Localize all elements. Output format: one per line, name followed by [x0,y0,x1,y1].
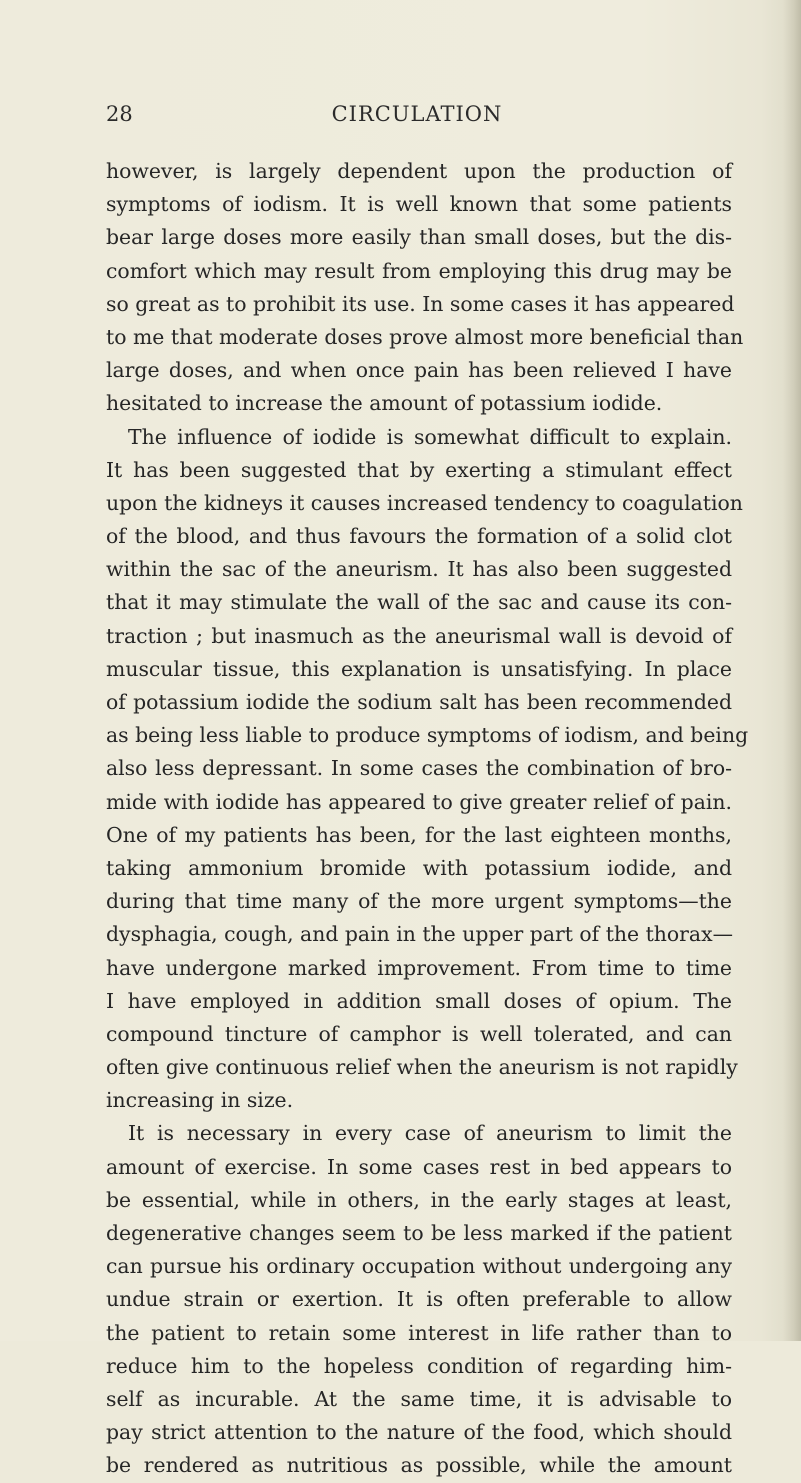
page-number: 28 [106,102,133,126]
page-edge-shadow [783,0,801,1341]
text-line: taking ammonium bromide with potassium iodide, and [106,855,732,880]
text-line: the patient to retain some interest in life rather than to [106,1320,732,1345]
text-line: however, is largely dependent upon the production of [106,159,732,183]
text-line: as being less liable to produce symptoms of iodism, and being [106,723,749,748]
text-line: hesitated to increase the amount of potassium iodide. [106,391,663,416]
text-line: during that time many of the more urgent symptoms—the [106,889,732,914]
text-line: degenerative changes seem to be less marked if the patient [106,1221,732,1245]
text-line: increasing in size. [106,1088,294,1113]
text-line: symptoms of iodism. It is well known that some patients [106,192,732,217]
text-line: of the blood, and thus favours the formation of a solid clot [106,524,732,549]
text-line: One of my patients has been, for the last eighteen months, [106,822,732,847]
text-line: bear large doses more easily than small doses, but the dis- [106,225,732,250]
text-line: reduce him to the hopeless condition of regarding him- [106,1353,732,1378]
text-line: muscular tissue, this explanation is unsatisfying. In place [106,656,732,681]
text-line: comfort which may result from employing this drug may be [106,258,732,283]
text-line: undue strain or exertion. It is often preferable to allow [106,1287,732,1312]
text-line: be rendered as nutritious as possible, while the amount [106,1453,732,1478]
text-line: often give continuous relief when the aneurism is not rapidly [106,1055,738,1080]
text-line: have undergone marked improvement. From time to time [106,955,732,980]
text-line: be essential, while in others, in the early stages at least, [106,1187,732,1212]
text-line: of potassium iodide the sodium salt has been recommended [106,690,732,714]
text-line: large doses, and when once pain has been relieved I have [106,358,732,383]
text-line: that it may stimulate the wall of the sac and cause its con- [106,590,732,615]
paragraph-start-line: The influence of iodide is somewhat difficult to explain. [128,424,732,449]
page-header [106,102,728,132]
text-line: pay strict attention to the nature of the food, which should [106,1420,732,1445]
text-line: upon the kidneys it causes increased tendency to coagulation [106,490,743,515]
text-line: compound tincture of camphor is well tolerated, and can [106,1021,732,1046]
text-line: also less depressant. In some cases the combination of bro- [106,756,732,781]
body-text [106,155,749,1483]
text-line: dysphagia, cough, and pain in the upper part of the thorax— [106,922,733,947]
text-line: can pursue his ordinary occupation without undergoing any [106,1254,732,1279]
text-line: to me that moderate doses prove almost more beneficial than [106,324,744,349]
text-line: It has been suggested that by exerting a stimulant effect [106,457,732,482]
text-line: amount of exercise. In some cases rest in bed appears to [106,1154,732,1179]
text-line: so great as to prohibit its use. In some cases it has appeared [106,291,735,316]
text-line: within the sac of the aneurism. It has also been suggested [106,557,732,582]
text-line: self as incurable. At the same time, it is advisable to [106,1386,732,1411]
text-line: traction ; but inasmuch as the aneurismal wall is devoid of [106,623,732,648]
running-head: CIRCULATION [331,102,503,126]
paragraph-start-line: It is necessary in every case of aneurism to limit the [128,1121,732,1146]
text-line: mide with iodide has appeared to give greater relief of pain. [106,789,732,814]
text-line: I have employed in addition small doses of opium. The [106,988,732,1013]
